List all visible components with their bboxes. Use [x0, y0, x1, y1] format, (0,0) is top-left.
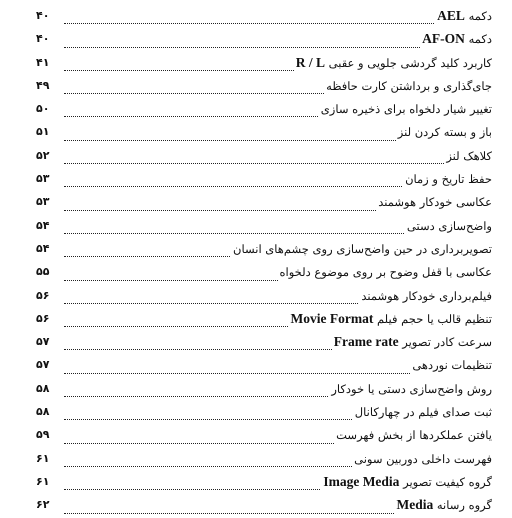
toc-entry: [0, 378, 512, 401]
toc-entry-text: تنظیمات نوردهی: [412, 358, 492, 373]
toc-entry-title: [332, 333, 492, 351]
toc-entry-title: [334, 426, 492, 444]
toc-entry-latin-term: Frame rate: [333, 334, 399, 350]
toc-entry-latin-term: R / L: [295, 54, 325, 70]
toc-entry-text: یافتن عملکردها از بخش فهرست: [336, 428, 492, 443]
toc-entry: [0, 401, 512, 424]
leader-dots: [64, 23, 492, 24]
toc-entry: [0, 121, 512, 144]
toc-entry-page-number: ۶۱: [36, 451, 50, 465]
toc-entry-text: کاربرد کلید گردشی جلویی و عقبی: [328, 55, 492, 70]
toc-entry-page-number: ۵۵: [36, 265, 50, 279]
toc-entry-text: روش واضح‌سازی دستی یا خودکار: [331, 381, 492, 396]
toc-entry: [0, 52, 512, 75]
toc-entry: [0, 471, 512, 494]
toc-entry-title: [420, 30, 492, 48]
toc-entry-text: سرعت کادر تصویر: [402, 335, 492, 350]
toc-entry: [0, 261, 512, 284]
toc-entry-title: [353, 403, 492, 421]
toc-entry-text: کلاهک لنز: [446, 148, 492, 163]
toc-entry-text: باز و بسته کردن لنز: [397, 125, 492, 140]
toc-entry-text: جای‌گذاری و برداشتن کارت حافظه: [326, 78, 492, 93]
toc-entry: [0, 168, 512, 191]
toc-entry-text: فیلم‌برداری خودکار هوشمند: [361, 288, 492, 303]
toc-entry-title: [329, 380, 492, 398]
toc-entry: [0, 145, 512, 168]
toc-entry-page-number: ۵۶: [36, 288, 50, 302]
toc-entry-page-number: ۶۲: [36, 498, 50, 512]
toc-entry-page-number: ۵۸: [36, 381, 50, 395]
toc-entry: [0, 215, 512, 238]
toc-entry-title: [376, 193, 492, 211]
toc-entry: [0, 285, 512, 308]
toc-entry: [0, 28, 512, 51]
toc-entry-page-number: ۵۴: [36, 241, 50, 255]
toc-entry: [0, 331, 512, 354]
toc-entry-page-number: ۴۱: [36, 55, 50, 69]
toc-entry: [0, 354, 512, 377]
toc-entry-title: [289, 310, 492, 328]
toc-entry: [0, 424, 512, 447]
toc-entry-latin-term: AF-ON: [422, 31, 465, 47]
toc-entry-title: [278, 263, 492, 281]
toc-entry-text: عکاسی خودکار هوشمند: [378, 195, 492, 210]
toc-entry-text: گروه رسانه: [436, 498, 492, 513]
toc-entry: [0, 191, 512, 214]
toc-entry-title: [324, 77, 492, 95]
toc-entry-title: [444, 147, 492, 165]
toc-entry-title: [352, 450, 492, 468]
toc-entry-text: تنظیم قالب یا حجم فیلم: [377, 311, 492, 326]
toc-entry-text: واضح‌سازی دستی: [406, 218, 492, 233]
toc-entry-page-number: ۵۳: [36, 172, 50, 186]
leader-dots: [64, 163, 492, 164]
toc-entry-latin-term: Image Media: [323, 473, 400, 489]
toc-entry-text: تصویربرداری در حین واضح‌سازی روی چشم‌های انسان: [233, 241, 492, 256]
toc-entry: [0, 448, 512, 471]
toc-entry-page-number: ۶۱: [36, 474, 50, 488]
toc-entry: [0, 75, 512, 98]
toc-entry-title: [359, 287, 492, 305]
toc-entry-title: [321, 473, 492, 491]
toc-entry-latin-term: Movie Format: [290, 310, 374, 326]
toc-entry-text: دکمه: [468, 32, 492, 47]
toc-entry-title: [403, 170, 492, 188]
toc-entry-page-number: ۴۰: [36, 9, 50, 22]
toc-entry-page-number: ۵۱: [36, 125, 50, 139]
toc-entry: [0, 98, 512, 121]
toc-entry-page-number: ۵۷: [36, 358, 50, 372]
toc-entry-text: گروه کیفیت تصویر: [403, 474, 492, 489]
toc-entry-latin-term: AEL: [437, 8, 465, 23]
toc-entry: [0, 238, 512, 261]
toc-entry: [0, 308, 512, 331]
toc-entry-latin-term: Media: [396, 497, 434, 513]
toc-entry-page-number: ۵۳: [36, 195, 50, 209]
toc-entry-page-number: ۴۰: [36, 32, 50, 46]
toc-entry-page-number: ۵۹: [36, 428, 50, 442]
toc-entry-page-number: ۵۷: [36, 335, 50, 349]
toc-entry: [0, 494, 512, 517]
toc-entry-page-number: ۵۲: [36, 148, 50, 162]
toc-entry-text: دکمه: [468, 9, 492, 23]
toc-entry-page-number: ۵۸: [36, 405, 50, 419]
toc-entry-text: تغییر شیار دلخواه برای ذخیره سازی: [320, 102, 492, 117]
toc-entry-text: حفظ تاریخ و زمان: [405, 172, 492, 187]
toc-entry-text: فهرست داخلی دوربین سونی: [354, 451, 492, 466]
toc-entry-title: [405, 217, 492, 235]
toc-entry-title: [294, 54, 492, 72]
toc-entry-title: [396, 123, 492, 141]
toc-entry: [0, 5, 512, 28]
toc-entry-title: [319, 100, 492, 118]
toc-entry-title: [410, 356, 492, 374]
toc-entry-page-number: ۵۰: [36, 102, 50, 116]
toc-entry-title: [435, 7, 492, 25]
toc-entry-text: عکاسی با قفل وضوح بر روی موضوع دلخواه: [279, 265, 492, 280]
table-of-contents: [0, 5, 512, 518]
toc-entry-page-number: ۴۹: [36, 78, 50, 92]
toc-entry-text: ثبت صدای فیلم در چهارکانال: [354, 405, 492, 420]
toc-entry-page-number: ۵۶: [36, 311, 50, 325]
toc-entry-title: [231, 240, 492, 258]
toc-entry-page-number: ۵۴: [36, 218, 50, 232]
